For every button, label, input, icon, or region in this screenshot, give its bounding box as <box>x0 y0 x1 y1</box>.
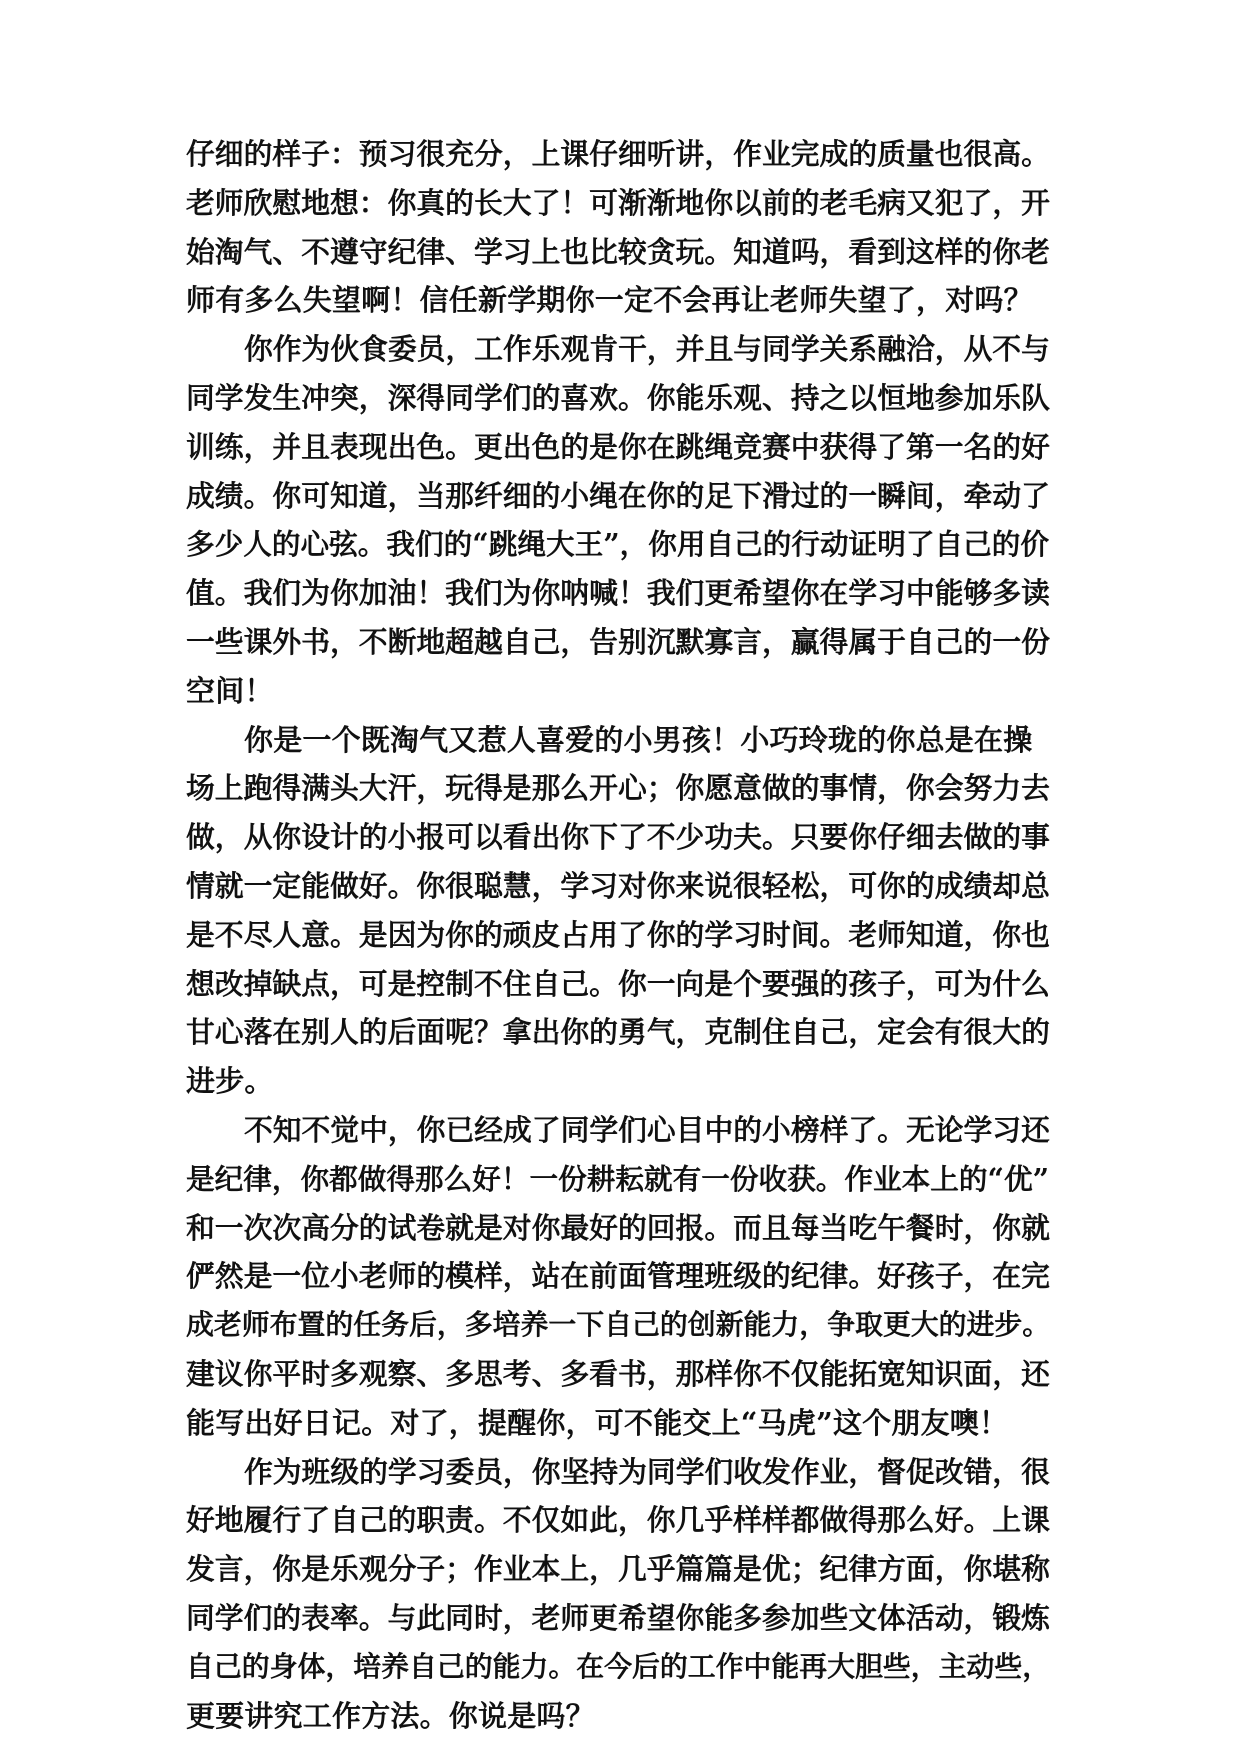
text-line: 仔细的样子：预习很充分，上课仔细听讲，作业完成的质量也很高。 <box>186 137 1050 171</box>
text-line: 发言，你是乐观分子；作业本上，几乎篇篇是优；纪律方面，你堪称 <box>186 1552 1050 1587</box>
text-line: 多少人的心弦。我们的“跳绳大王”，你用自己的行动证明了自己的价 <box>186 527 1050 562</box>
text-line: 情就一定能做好。你很聪慧，学习对你来说很轻松，可你的成绩却总 <box>186 868 1050 903</box>
text-line: 好地履行了自己的职责。不仅如此，你几乎样样都做得那么好。上课 <box>186 1503 1050 1538</box>
text-line: 作为班级的学习委员，你坚持为同学们收发作业，督促改错，很 <box>244 1454 1050 1489</box>
text-line: 能写出好日记。对了，提醒你，可不能交上“马虎”这个朋友噢！ <box>186 1405 1009 1440</box>
text-line: 老师欣慰地想：你真的长大了！可渐渐地你以前的老毛病又犯了，开 <box>186 185 1050 220</box>
text-line: 同学发生冲突，深得同学们的喜欢。你能乐观、持之以恒地参加乐队 <box>186 380 1050 415</box>
text-line: 你是一个既淘气又惹人喜爱的小男孩！小巧玲珑的你总是在操 <box>244 722 1033 757</box>
text-line: 是纪律，你都做得那么好！一份耕耘就有一份收获。作业本上的“优” <box>186 1161 1050 1196</box>
text-line: 甘心落在别人的后面呢？拿出你的勇气，克制住自己，定会有很大的 <box>186 1015 1050 1050</box>
text-line: 不知不觉中，你已经成了同学们心目中的小榜样了。无论学习还 <box>244 1112 1050 1147</box>
text-line: 同学们的表率。与此同时，老师更希望你能多参加些文体活动，锻炼 <box>186 1600 1050 1635</box>
text-line: 值。我们为你加油！我们为你呐喊！我们更希望你在学习中能够多读 <box>186 576 1050 611</box>
text-line: 和一次次高分的试卷就是对你最好的回报。而且每当吃午餐时，你就 <box>186 1210 1050 1245</box>
text-line: 想改掉缺点，可是控制不住自己。你一向是个要强的孩子，可为什么 <box>186 966 1050 1001</box>
text-line: 成老师布置的任务后，多培养一下自己的创新能力，争取更大的进步。 <box>186 1308 1051 1342</box>
text-line: 一些课外书，不断地超越自己，告别沉默寡言，赢得属于自己的一份 <box>186 624 1050 659</box>
text-line: 是不尽人意。是因为你的顽皮占用了你的学习时间。老师知道，你也 <box>186 917 1050 952</box>
text-line: 师有多么失望啊！信任新学期你一定不会再让老师失望了，对吗？ <box>186 283 1033 318</box>
text-line: 做，从你设计的小报可以看出你下了不少功夫。只要你仔细去做的事 <box>186 820 1050 855</box>
text-line: 你作为伙食委员，工作乐观肯干，并且与同学关系融洽，从不与 <box>244 332 1050 367</box>
text-line: 进步。 <box>186 1064 274 1099</box>
text-line: 俨然是一位小老师的模样，站在前面管理班级的纪律。好孩子，在完 <box>186 1259 1050 1294</box>
document-body <box>186 130 1056 1740</box>
text-line: 训练，并且表现出色。更出色的是你在跳绳竞赛中获得了第一名的好 <box>186 429 1050 464</box>
text-line: 成绩。你可知道，当那纤细的小绳在你的足下滑过的一瞬间，牵动了 <box>186 478 1050 513</box>
text-line: 始淘气、不遵守纪律、学习上也比较贪玩。知道吗，看到这样的你老 <box>186 234 1050 269</box>
text-line: 自己的身体，培养自己的能力。在今后的工作中能再大胆些，主动些， <box>186 1649 1051 1683</box>
text-line: 空间！ <box>186 673 274 708</box>
text-line: 场上跑得满头大汗，玩得是那么开心；你愿意做的事情，你会努力去 <box>186 771 1050 806</box>
text-line: 更要讲究工作方法。你说是吗？ <box>186 1698 595 1733</box>
text-line: 建议你平时多观察、多思考、多看书，那样你不仅能拓宽知识面，还 <box>186 1356 1050 1391</box>
